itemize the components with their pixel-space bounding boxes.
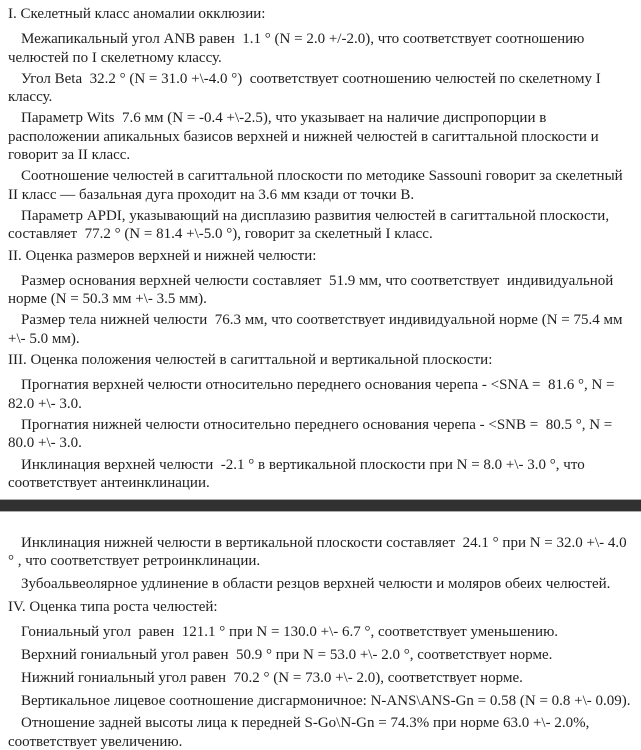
section-heading: I. Скелетный класс аномалии окклюзии:: [8, 6, 266, 22]
paragraph: Инклинация верхней челюсти -2.1 ° в вертикальной плоскости при N = 8.0 +\- 3.0 °, что соответствует антеинклинации.: [8, 456, 589, 491]
paragraph: Отношение задней высоты лица к передней S-Go\N-Gn = 74.3% при норме 63.0 +\- 2.0%, соответствует увеличению.: [8, 715, 594, 750]
paragraph: Нижний гониальный угол равен 70.2 ° (N = 73.0 +\- 2.0), соответствует норме.: [21, 669, 523, 686]
paragraph: Параметр Wits 7.6 мм (N = -0.4 +\-2.5), что указывает на наличие диспропорции в расположении апикальных базисов верхней и нижней челюстей в сагиттальной плоскости и говорит за II класс.: [8, 110, 603, 164]
section-heading: IV. Оценка типа роста челюстей:: [8, 598, 218, 615]
page-2: [0, 512, 641, 750]
paragraph: Прогнатия верхней челюсти относительно переднего основания черепа - <SNA = 81.6 °, N = 82.0 +\- 3.0.: [8, 377, 619, 412]
paragraph: Параметр APDI, указывающий на дисплазию развития челюстей в сагиттальной плоскости, составляет 77.2 ° (N = 81.4 +\-5.0 °), говорит за скелетный I класс.: [8, 207, 613, 243]
paragraph: Размер тела нижней челюсти 76.3 мм, что соответствует индивидуальной норме (N = 75.4 мм +\- 5.0 мм).: [8, 312, 627, 347]
paragraph: Гониальный угол равен 121.1 ° при N = 130.0 +\- 6.7 °, соответствует уменьшению.: [21, 624, 559, 641]
paragraph: Прогнатия нижней челюсти относительно переднего основания черепа - <SNB = 80.5 °, N = 80.0 +\- 3.0.: [8, 416, 617, 452]
page-1-content: [8, 5, 635, 492]
paragraph: Размер основания верхней челюсти составляет 51.9 мм, что соответствует индивидуальной норме (N = 50.3 мм +\- 3.5 мм).: [8, 272, 618, 308]
section-heading: III. Оценка положения челюстей в сагиттальной и вертикальной плоскости:: [8, 352, 493, 369]
paragraph: Межапикальный угол ANB равен 1.1 ° (N = 2.0 +/-2.0), что соответствует соотношению челюстей по I скелетному классу.: [8, 31, 589, 66]
paragraph: Верхний гониальный угол равен 50.9 ° при N = 53.0 +\- 2.0 °, соответствует норме.: [21, 646, 553, 663]
page-2-content: [8, 534, 635, 750]
paragraph: Инклинация нижней челюсти в вертикальной плоскости составляет 24.1 ° при N = 32.0 +\- 4.0 ° , что соответствует ретроинклинации.: [8, 535, 631, 570]
paragraph: Зубоальвеолярное удлинение в области резцов верхней челюсти и моляров обеих челюстей.: [21, 576, 611, 593]
section-heading: II. Оценка размеров верхней и нижней челюсти:: [8, 247, 317, 264]
paragraph: Угол Beta 32.2 ° (N = 31.0 +\-4.0 °) соответствует соотношению челюстей по скелетному I классу.: [8, 70, 605, 106]
paragraph: Соотношение челюстей в сагиттальной плоскости по методике Sassouni говорит за скелетный II класс — базальная дуга проходит на 3.6 мм кзади от точки B.: [8, 168, 627, 203]
page-separator: [0, 499, 641, 512]
paragraph: Вертикальное лицевое соотношение дисгармоничное: N-ANS\ANS-Gn = 0.58 (N = 0.8 +\- 0.09).: [21, 692, 631, 709]
